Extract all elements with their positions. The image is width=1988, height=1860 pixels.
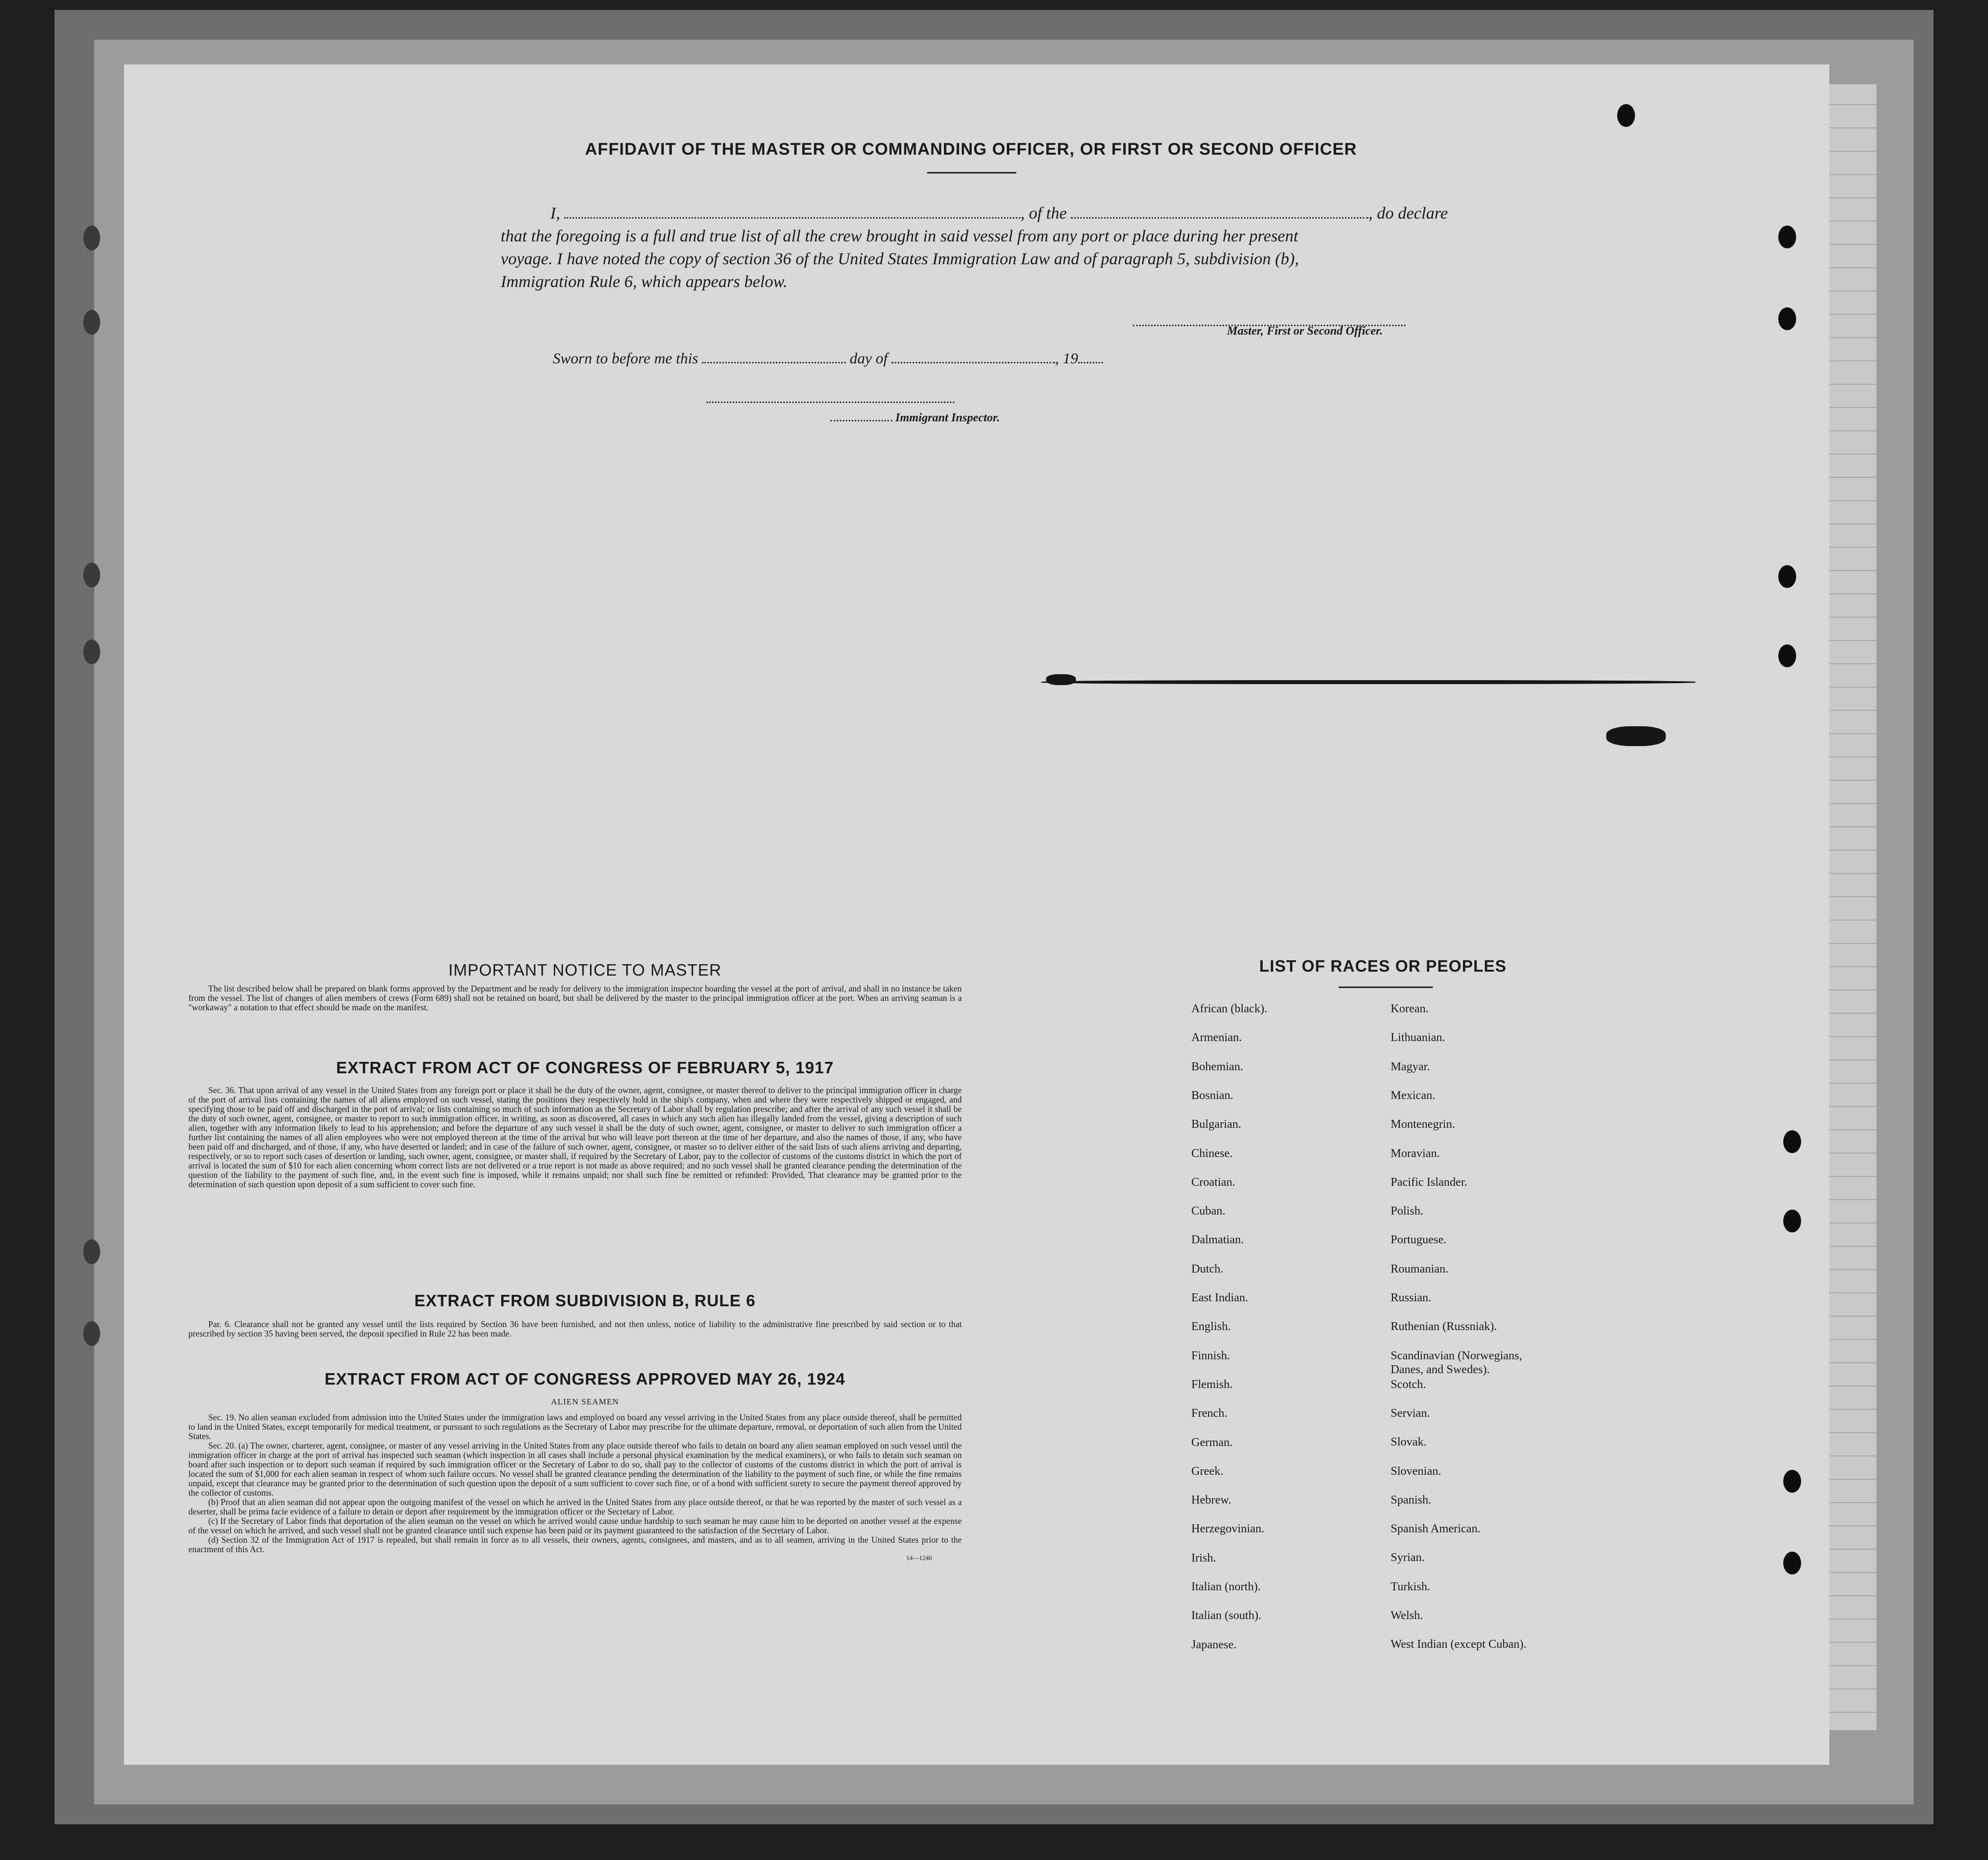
race-item: Danes, and Swedes).	[1391, 1363, 1490, 1376]
ledger-rule-line	[1829, 1595, 1876, 1596]
extract-1917-title: EXTRACT FROM ACT OF CONGRESS OF FEBRUARY 5, 1917	[336, 1058, 834, 1077]
race-item: West Indian (except Cuban).	[1391, 1638, 1526, 1651]
ledger-rule-line	[1829, 1572, 1876, 1573]
sec-19-text: Sec. 19. No alien seaman excluded from admission into the United States under the immigration laws and employed on board any vessel arriving in the United States from any place outside thereof, shall be permitted to land in the United States, except temporarily for medical treatment, or pursuant to such regulations as the Secretary of Labor may prescribe for the ultimate departure, removal, or deportation of such alien from the United States.	[188, 1412, 962, 1441]
inspector-label-line	[830, 411, 1000, 425]
ledger-rule-line	[1829, 244, 1876, 245]
race-item: African (black).	[1191, 1002, 1268, 1015]
race-item: Magyar.	[1391, 1060, 1430, 1073]
race-item: Bulgarian.	[1191, 1118, 1241, 1131]
ledger-rule-line	[1829, 617, 1876, 618]
race-item: Flemish.	[1191, 1378, 1233, 1391]
binding-hole	[83, 639, 100, 664]
race-item: Hebrew.	[1191, 1494, 1231, 1507]
ledger-rule-line	[1829, 989, 1876, 990]
ledger-rule-line	[1829, 966, 1876, 967]
ledger-rule-line	[1829, 454, 1876, 455]
ink-smudge	[1606, 726, 1666, 746]
binding-hole	[83, 563, 100, 587]
race-item: German.	[1191, 1436, 1233, 1449]
ledger-rule-line	[1829, 174, 1876, 175]
ledger-rule-line	[1829, 151, 1876, 152]
ledger-rule-line	[1829, 1642, 1876, 1643]
sec-20a-text: Sec. 20. (a) The owner, charterer, agent, consignee, or master of any vessel arriving in the United States from any place outside thereof who fails to detain on board any alien seaman employed on such vessel until the immigration officer in charge at the port of arrival has inspected such seaman (which inspection in all cases shall include a personal physical examination by the medical examiners), or who fails to detain such seaman on board after such inspection or to deport such seaman if required by such immigration officer or the Secretary of Labor to do so, shall pay to the collector of customs of the customs district in which the port of arrival is located the sum of $1,000 for each alien seaman in respect of whom such failure occurs. No vessel shall be granted clearance pending the determination of the liability to the payment of such fine, or while the fine remains unpaid, except that clearance may be granted prior to the determination of such question upon the deposit of a sum sufficient to cover such fine, or of a bond with sufficient surety to secure the payment thereof approved by the collector of customs.	[188, 1441, 962, 1498]
extract-rule6-title: EXTRACT FROM SUBDIVISION B, RULE 6	[414, 1291, 756, 1310]
notice-title: IMPORTANT NOTICE TO MASTER	[448, 961, 722, 979]
race-item: Italian (north).	[1191, 1580, 1261, 1593]
ledger-rule-line	[1829, 803, 1876, 804]
race-item: Polish.	[1391, 1205, 1424, 1218]
sec-20c-text: (c) If the Secretary of Labor finds that deportation of the alien seaman on the vessel on which he arrived would cause undue hardship to such seaman he may cause him to be deported on another vessel at the expense of the vessel on which he arrived, and such vessel shall not be granted clearance until such expense has been paid or its payment guaranteed to the satisfaction of the Secretary of Labor.	[188, 1516, 962, 1535]
ledger-rule-line	[1829, 1339, 1876, 1340]
race-item: Syrian.	[1391, 1551, 1425, 1565]
races-title-rule	[1339, 987, 1433, 988]
ledger-rule-line	[1829, 477, 1876, 478]
ledger-rule-line	[1829, 547, 1876, 548]
ledger-rule-line	[1829, 1362, 1876, 1363]
race-item: Spanish.	[1391, 1493, 1432, 1507]
race-item: Scotch.	[1391, 1378, 1426, 1391]
ledger-rule-line	[1829, 873, 1876, 874]
sec-20d-text: (d) Section 32 of the Immigration Act of 1917 is repealed, but shall remain in force as to all vessels, their owners, agents, consignees, and masters, and as to all seamen, arriving in the United States prior to the enactment of this Act.	[188, 1535, 962, 1554]
affidavit-of-the: , of the	[1020, 204, 1067, 223]
ledger-rule-line	[1829, 1479, 1876, 1480]
ledger-rule-line	[1829, 221, 1876, 222]
race-item: Finnish.	[1191, 1349, 1230, 1362]
ledger-rule-line	[1829, 640, 1876, 641]
race-item: East Indian.	[1191, 1291, 1248, 1304]
affidavit-line-3: voyage. I have noted the copy of section 36 of the United States Immigration Law and of paragraph 5, subdivision (b),	[501, 250, 1299, 268]
race-item: French.	[1191, 1407, 1228, 1420]
year-prefix: , 19	[1055, 349, 1078, 367]
race-item: Russian.	[1391, 1291, 1432, 1304]
race-item: Slovak.	[1391, 1436, 1427, 1449]
ledger-rule-line	[1829, 1199, 1876, 1200]
ledger-rule-line	[1829, 1222, 1876, 1223]
year-blank	[1078, 357, 1103, 363]
ledger-rule-line	[1829, 1619, 1876, 1620]
extract-1924-body	[188, 1413, 962, 1562]
race-item: Slovenian.	[1391, 1464, 1441, 1478]
affidavit-title: AFFIDAVIT OF THE MASTER OR COMMANDING OFFICER, OR FIRST OR SECOND OFFICER	[585, 140, 1357, 159]
binding-hole	[83, 1239, 100, 1264]
race-item: Greek.	[1191, 1464, 1224, 1478]
ledger-rule-line	[1829, 360, 1876, 361]
binding-hole	[1778, 307, 1796, 330]
ink-smudge	[1046, 674, 1076, 685]
ledger-rule-line	[1829, 920, 1876, 921]
month-blank	[891, 357, 1055, 363]
ledger-rule-line	[1829, 1525, 1876, 1526]
binding-hole	[1783, 1552, 1801, 1574]
ledger-rule-line	[1829, 127, 1876, 128]
ledger-rule-line	[1829, 1153, 1876, 1154]
ledger-rule-line	[1829, 593, 1876, 594]
affidavit-line-4: Immigration Rule 6, which appears below.	[501, 273, 788, 291]
ledger-rule-line	[1829, 384, 1876, 385]
binding-hole	[1778, 644, 1796, 667]
binding-hole	[1783, 1130, 1801, 1153]
vessel-blank	[1071, 212, 1368, 219]
day-of-text: day of	[849, 349, 888, 367]
race-item: Herzegovinian.	[1191, 1522, 1265, 1536]
ledger-rule-line	[1829, 1129, 1876, 1130]
race-item: Pacific Islander.	[1391, 1175, 1467, 1189]
notice-text: The list described below shall be prepared on blank forms approved by the Department and be ready for delivery to the immigration inspector boarding the vessel at the port of arrival, and shall in no instance be taken from the vessel. The list of changes of alien members of crews (Form 689) shall not be retained on board, but shall be delivered by the master to the principal immigration officer at the port. When an arriving seaman is a "workaway" a notation to that effect should be made on the manifest.	[188, 984, 962, 1012]
race-item: Moravian.	[1391, 1147, 1440, 1160]
ledger-rule-line	[1829, 407, 1876, 408]
race-item: Montenegrin.	[1391, 1118, 1455, 1131]
binding-hole	[1617, 104, 1635, 127]
binding-hole	[1783, 1470, 1801, 1493]
binding-hole	[1778, 565, 1796, 588]
ledger-rule-line	[1829, 733, 1876, 734]
form-number: 14—1240	[906, 1554, 932, 1562]
race-item: Servian.	[1391, 1406, 1430, 1420]
binding-hole	[83, 310, 100, 335]
ledger-rule-line	[1829, 1502, 1876, 1503]
race-item: Bosnian.	[1191, 1089, 1233, 1102]
ledger-rule-line	[1829, 1292, 1876, 1293]
ledger-rule-line	[1829, 1409, 1876, 1410]
inspector-signature-blank	[706, 397, 954, 403]
ledger-rule-line	[1829, 1083, 1876, 1084]
race-item: Welsh.	[1391, 1609, 1423, 1622]
race-item: Bohemian.	[1191, 1060, 1243, 1073]
sworn-text: Sworn to before me this	[553, 349, 699, 367]
inspector-blank	[830, 415, 892, 421]
ledger-rule-line	[1829, 1316, 1876, 1317]
binding-hole	[1778, 226, 1796, 248]
race-item: Ruthenian (Russniak).	[1391, 1320, 1497, 1334]
race-item: Italian (south).	[1191, 1609, 1262, 1623]
race-item: Roumanian.	[1391, 1262, 1449, 1276]
race-item: Korean.	[1391, 1002, 1429, 1015]
race-item: English.	[1191, 1320, 1231, 1334]
ledger-rule-line	[1829, 267, 1876, 268]
ledger-rule-line	[1829, 710, 1876, 711]
ledger-rule-line	[1829, 1386, 1876, 1387]
race-item: Dalmatian.	[1191, 1233, 1244, 1247]
ledger-rule-line	[1829, 756, 1876, 757]
ledger-rule-line	[1829, 1688, 1876, 1689]
ledger-rule-line	[1829, 337, 1876, 338]
ledger-rule-line	[1829, 1269, 1876, 1270]
binding-hole	[83, 226, 100, 250]
ledger-rule-line	[1829, 943, 1876, 944]
ledger-rule-line	[1829, 663, 1876, 664]
binding-hole	[83, 1321, 100, 1346]
races-title: LIST OF RACES OR PEOPLES	[1259, 957, 1507, 975]
affidavit-i: I,	[550, 204, 560, 223]
affidavit-declaration-line	[550, 204, 1448, 223]
race-item: Cuban.	[1191, 1205, 1226, 1218]
ledger-rule-line	[1829, 850, 1876, 851]
sworn-line	[553, 349, 1103, 367]
ledger-rule-line	[1829, 1176, 1876, 1177]
title-rule	[927, 172, 1016, 174]
race-item: Turkish.	[1391, 1580, 1430, 1593]
signature-label: Master, First or Second Officer.	[1227, 325, 1383, 338]
ledger-rule-line	[1829, 1059, 1876, 1060]
race-item: Irish.	[1191, 1551, 1216, 1565]
race-item: Japanese.	[1191, 1638, 1237, 1651]
race-item: Portuguese.	[1391, 1233, 1447, 1247]
affidavit-line-2: that the foregoing is a full and true list of all the crew brought in said vessel from any port or place during her present	[501, 227, 1298, 245]
race-item: Armenian.	[1191, 1031, 1242, 1045]
ledger-rule-line	[1829, 570, 1876, 571]
adjacent-ledger-edge	[1829, 84, 1876, 1730]
race-item: Lithuanian.	[1391, 1031, 1445, 1045]
race-item: Dutch.	[1191, 1262, 1224, 1276]
ledger-rule-line	[1829, 197, 1876, 198]
ledger-rule-line	[1829, 1013, 1876, 1014]
ledger-rule-line	[1829, 896, 1876, 897]
race-item: Croatian.	[1191, 1175, 1235, 1189]
race-item: Mexican.	[1391, 1089, 1435, 1102]
race-item: Chinese.	[1191, 1147, 1233, 1160]
ledger-rule-line	[1829, 826, 1876, 827]
race-item: Spanish American.	[1391, 1522, 1481, 1536]
ledger-rule-line	[1829, 1549, 1876, 1550]
ledger-rule-line	[1829, 500, 1876, 501]
day-blank	[702, 357, 846, 363]
ledger-rule-line	[1829, 780, 1876, 781]
extract-1917-text: Sec. 36. That upon arrival of any vessel in the United States from any foreign port or place it shall be the duty of the owner, agent, consignee, or master thereof to deliver to the principal immigration officer in charge of the port of arrival lists containing the names of all aliens employed on such vessel, stating the positions they respectively hold in the ship's company, when and where they were respectively shipped or engaged, and specifying those to be paid off and discharged in the port of arrival; or lists containing so much of such information as the Secretary of Labor shall by regulation prescribe; and after the arrival of any such vessel it shall be the duty of such owner, agent, consignee, or master to report to such immigration officer, in writing, as soon as discovered, all cases in which any such alien has illegally landed from the vessel, giving a description of such alien, together with any information likely to lead to his apprehension; and before the departure of any such vessel it shall be the duty of such owner, agent, consignee, or master to deliver to such immigration officer a further list containing the names of all alien employees who were not employed thereon at the time of the arrival but who will leave port thereon at the time of her departure, and also the names of those, if any, who have been paid off and discharged, and of those, if any, who have deserted or landed; and in case of the failure of such owner, agent, consignee, or master so to deliver either of the said lists of such aliens arriving and departing, respectively, or so to report such cases of desertion or landing, such owner, agent, consignee, or master shall, if required by the Secretary of Labor, pay to the collector of customs of the customs district in which the port of arrival is located the sum of $10 for each alien concerning whom correct lists are not delivered or a true report is not made as above required; and no such vessel shall be granted clearance pending the determination of the question of the liability to the payment of such fine, and, in the event such fine is imposed, while it remains unpaid; nor shall such fine be remitted or refunded: Provided, That clearance may be granted prior to the determination of such question upon deposit of a sum sufficient to cover such fine.	[188, 1085, 962, 1189]
ledger-rule-line	[1829, 430, 1876, 431]
affidavit-declare: , do declare	[1368, 204, 1448, 223]
ledger-rule-line	[1829, 1106, 1876, 1107]
ledger-rule-line	[1829, 523, 1876, 524]
ledger-rule-line	[1829, 1246, 1876, 1247]
ledger-rule-line	[1829, 1665, 1876, 1666]
ledger-rule-line	[1829, 1455, 1876, 1456]
ledger-rule-line	[1829, 687, 1876, 688]
ledger-rule-line	[1829, 1712, 1876, 1713]
alien-seamen-subtitle: ALIEN SEAMEN	[551, 1397, 619, 1406]
ink-smudge	[1041, 680, 1696, 684]
binding-hole	[1783, 1210, 1801, 1232]
ledger-rule-line	[1829, 314, 1876, 315]
inspector-label: Immigrant Inspector.	[895, 411, 1000, 424]
race-item: Scandinavian (Norwegians,	[1391, 1349, 1522, 1362]
extract-rule6-text: Par. 6. Clearance shall not be granted any vessel until the lists required by Section 36 have been furnished, and not then unless, notice of liability to the administrative fine prescribed by said section or to that prescribed by section 35 having been served, the deposit specified in Rule 22 has been made.	[188, 1319, 962, 1338]
ledger-rule-line	[1829, 1036, 1876, 1037]
name-blank	[564, 212, 1020, 219]
ledger-rule-line	[1829, 1432, 1876, 1433]
ledger-rule-line	[1829, 104, 1876, 105]
extract-1924-title: EXTRACT FROM ACT OF CONGRESS APPROVED MAY 26, 1924	[324, 1370, 846, 1388]
sec-20b-text: (b) Proof that an alien seaman did not appear upon the outgoing manifest of the vessel on which he arrived in the United States from any place outside thereof, or that he was reported by the master of such vessel as a deserter, shall be prima facie evidence of a failure to detain or deport after requirement by the immigration officer or the Secretary of Labor.	[188, 1497, 962, 1516]
